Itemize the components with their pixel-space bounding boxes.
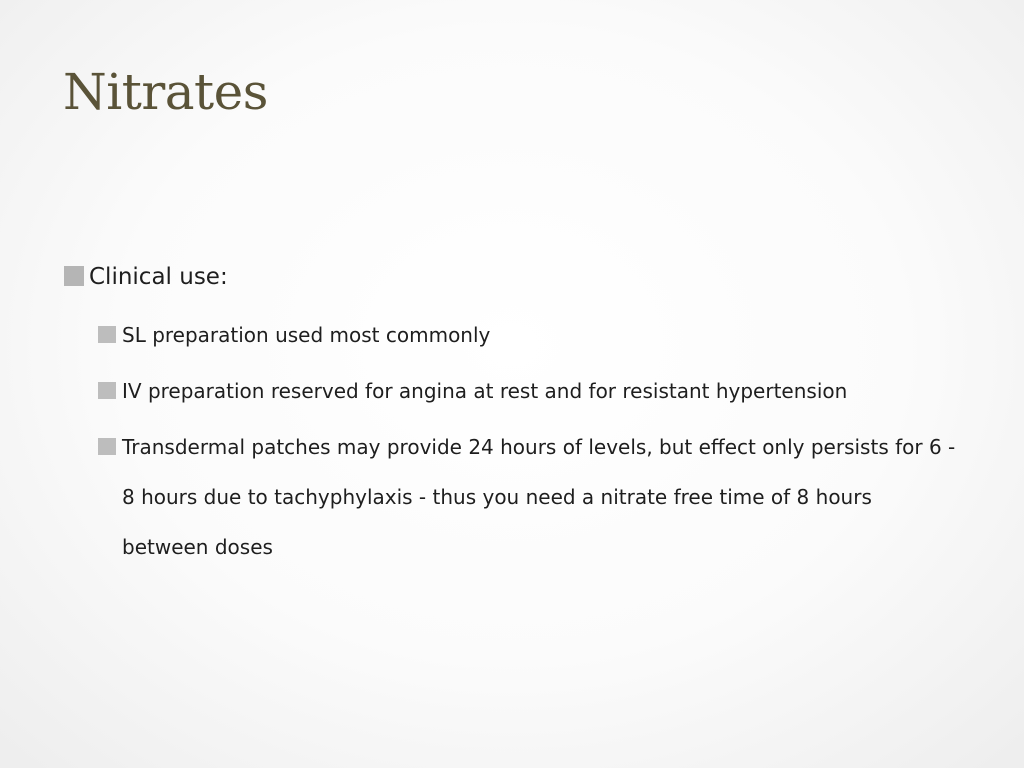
square-bullet-icon [98, 438, 116, 455]
square-bullet-icon [98, 382, 116, 399]
sub-bullet-list [64, 310, 964, 572]
square-bullet-icon [64, 266, 84, 286]
sub-bullet-text: Transdermal patches may provide 24 hours of levels, but effect only persists for 6 - 8 hours due to tachyphylaxis - thus you need a nitrate free time of 8 hours between doses [122, 435, 956, 559]
bullet-heading: Clinical use: [89, 264, 228, 290]
slide-body [64, 258, 964, 572]
slide-title: Nitrates [63, 63, 268, 121]
square-bullet-icon [98, 326, 116, 343]
sub-bullet-text: SL preparation used most commonly [122, 323, 491, 347]
bullet-item-clinical-use [64, 258, 964, 296]
sub-bullet-item [98, 366, 964, 416]
sub-bullet-item [98, 422, 964, 572]
sub-bullet-text: IV preparation reserved for angina at rest and for resistant hypertension [122, 379, 848, 403]
sub-bullet-item [98, 310, 964, 360]
